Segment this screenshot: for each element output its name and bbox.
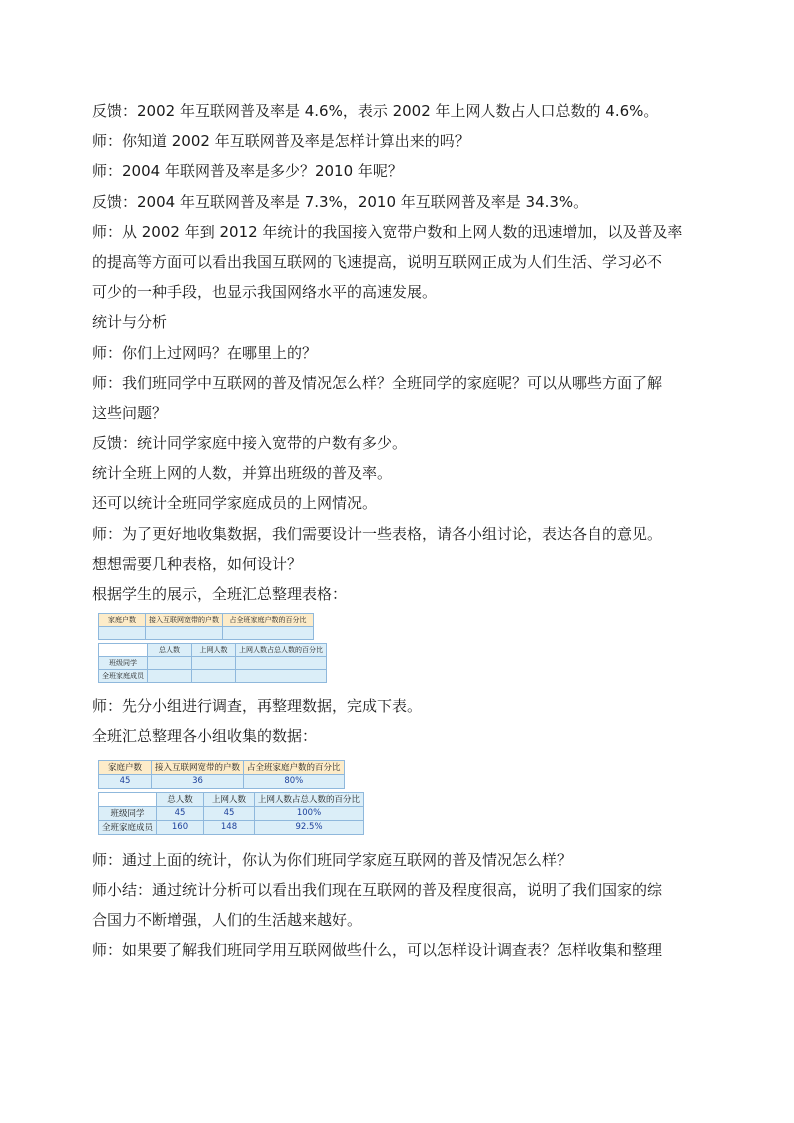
paragraph-block-2	[92, 691, 710, 751]
paragraph-block-1	[92, 96, 710, 609]
text-line: 师：从 2002 年到 2012 年统计的我国接入宽带户数和上网人数的迅速增加，以及普及率	[92, 222, 683, 241]
text-line: 根据学生的展示，全班汇总整理表格：	[92, 585, 348, 603]
text-line: 师：通过上面的统计，你认为你们班同学家庭互联网的普及情况怎么样？	[92, 850, 573, 869]
header-household-percent: 占全班家庭户数的百分比	[244, 760, 345, 774]
text-line: 师小结：通过统计分析可以看出我们现在互联网的普及程度很高，说明了我们国家的综	[92, 880, 663, 899]
empty-cell	[146, 627, 223, 640]
value-users-percent: 92.5%	[255, 820, 364, 834]
value-total-people: 45	[157, 806, 204, 820]
header-broadband-households: 接入互联网宽带的户数	[152, 760, 244, 774]
text-line: 反馈：统计同学家庭中接入宽带的户数有多少。	[92, 434, 408, 453]
text-line: 师：2004 年联网普及率是多少？2010 年呢？	[92, 162, 403, 181]
section-heading: 统计与分析	[92, 313, 168, 332]
internet-users-table-filled	[98, 792, 364, 835]
text-line: 反馈：2004 年互联网普及率是 7.3%，2010 年互联网普及率是 34.3%。	[92, 192, 589, 211]
text-line: 反馈：2002 年互联网普及率是 4.6%，表示 2002 年上网人数占人口总数的 4.6%。	[92, 102, 659, 120]
empty-cell	[148, 670, 192, 683]
value-internet-users: 45	[204, 806, 255, 820]
corner-cell	[99, 792, 157, 806]
header-total-people: 总人数	[148, 644, 192, 657]
table-row	[99, 820, 364, 834]
row-label-family-members: 全班家庭成员	[99, 820, 157, 834]
text-line: 师：你们上过网吗？在哪里上的？	[92, 343, 318, 362]
text-line: 师：我们班同学中互联网的普及情况怎么样？全班同学的家庭呢？可以从哪些方面了解	[92, 373, 663, 392]
header-household-percent: 占全班家庭户数的百分比	[223, 614, 314, 627]
empty-cell	[223, 627, 314, 640]
header-internet-users: 上网人数	[204, 792, 255, 806]
document-page	[92, 96, 710, 965]
text-line: 的提高等方面可以看出我国互联网的飞速提高，说明互联网正成为人们生活、学习必不	[92, 252, 663, 271]
text-line: 全班汇总整理各小组收集的数据：	[92, 727, 318, 746]
household-table-filled	[98, 760, 345, 789]
value-households: 45	[99, 774, 152, 788]
row-label-family-members: 全班家庭成员	[99, 670, 148, 683]
value-broadband-households: 36	[152, 774, 244, 788]
text-line: 合国力不断增强，人们的生活越来越好。	[92, 910, 363, 929]
text-line: 可少的一种手段，也显示我国网络水平的高速发展。	[92, 283, 438, 302]
empty-cell	[236, 670, 327, 683]
text-line: 还可以统计全班同学家庭成员的上网情况。	[92, 494, 378, 513]
header-users-percent: 上网人数占总人数的百分比	[255, 792, 364, 806]
paragraph-block-3	[92, 845, 710, 966]
text-line: 想想需要几种表格，如何设计？	[92, 554, 303, 573]
value-household-percent: 80%	[244, 774, 345, 788]
empty-cell	[148, 657, 192, 670]
household-table-empty	[98, 613, 314, 640]
corner-cell	[99, 644, 148, 657]
text-line: 这些问题？	[92, 403, 168, 422]
text-line: 师：为了更好地收集数据，我们需要设计一些表格，请各小组讨论，表达各自的意见。	[92, 524, 663, 543]
text-line: 师：先分小组进行调查，再整理数据，完成下表。	[92, 697, 423, 716]
header-internet-users: 上网人数	[192, 644, 236, 657]
text-line: 师：如果要了解我们班同学用互联网做些什么，可以怎样设计调查表？怎样收集和整理	[92, 941, 663, 960]
header-broadband-households: 接入互联网宽带的户数	[146, 614, 223, 627]
internet-users-table-empty	[98, 643, 327, 683]
header-total-people: 总人数	[157, 792, 204, 806]
value-users-percent: 100%	[255, 806, 364, 820]
header-households: 家庭户数	[99, 614, 146, 627]
filled-survey-table	[98, 760, 710, 835]
header-households: 家庭户数	[99, 760, 152, 774]
text-line: 统计全班上网的人数，并算出班级的普及率。	[92, 464, 393, 483]
header-users-percent: 上网人数占总人数的百分比	[236, 644, 327, 657]
empty-cell	[99, 627, 146, 640]
text-line: 师：你知道 2002 年互联网普及率是怎样计算出来的吗？	[92, 132, 470, 151]
row-label-classmates: 班级同学	[99, 657, 148, 670]
empty-cell	[192, 657, 236, 670]
table-row	[99, 806, 364, 820]
value-internet-users: 148	[204, 820, 255, 834]
empty-survey-table	[98, 613, 710, 683]
empty-cell	[236, 657, 327, 670]
row-label-classmates: 班级同学	[99, 806, 157, 820]
value-total-people: 160	[157, 820, 204, 834]
empty-cell	[192, 670, 236, 683]
